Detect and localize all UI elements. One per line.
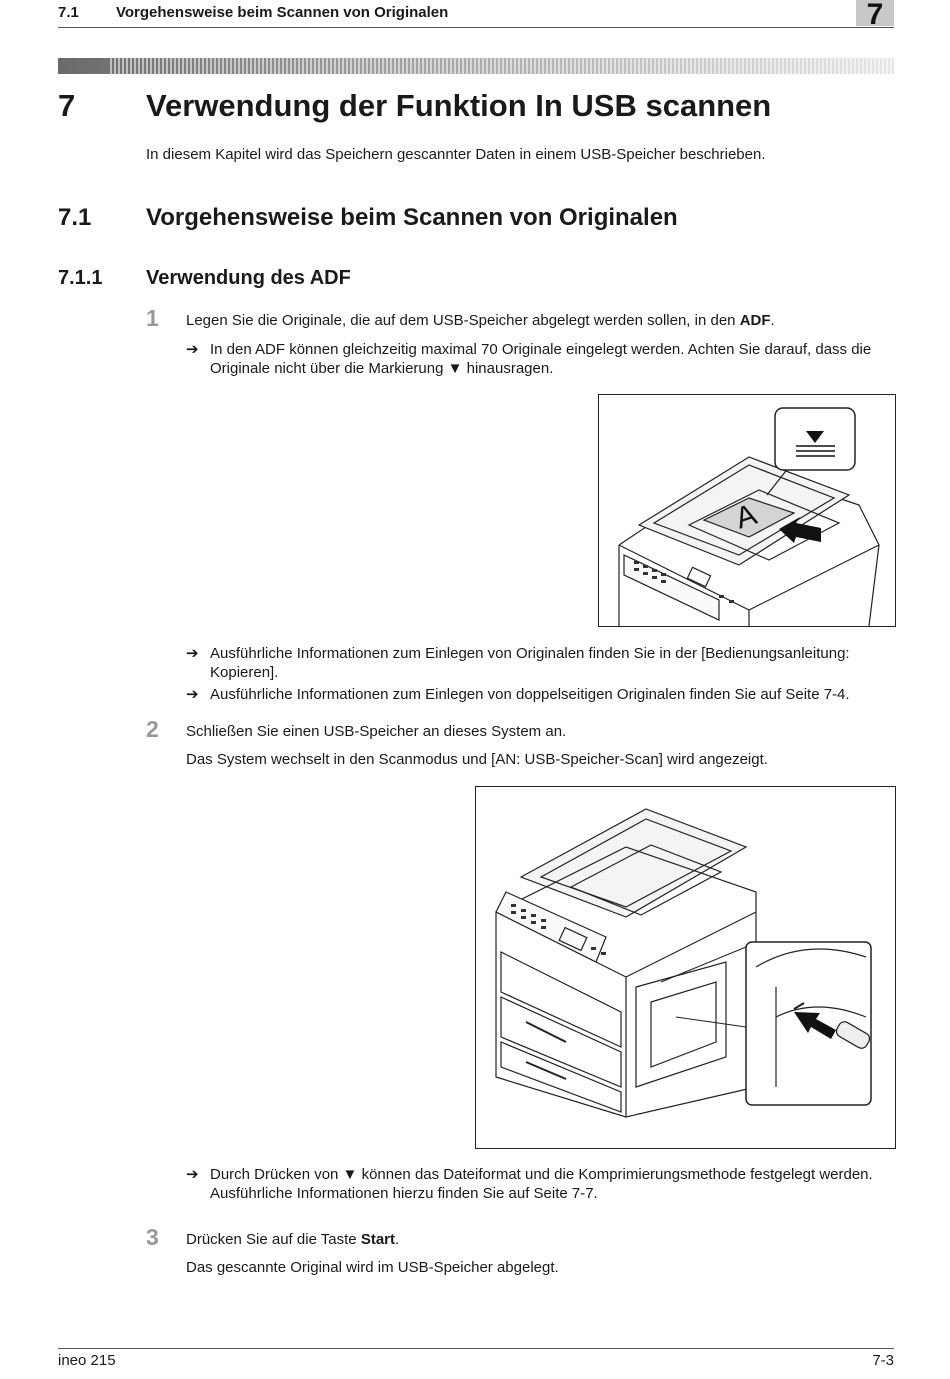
usb-insertion-illustration xyxy=(475,786,896,1149)
arrow-icon: ➔ xyxy=(186,645,199,662)
header-section-title: Vorgehensweise beim Scannen von Originalen xyxy=(116,4,449,21)
subsection-number: 7.1.1 xyxy=(58,267,103,289)
step-2-note-file-format: Durch Drücken von ▼ können das Dateiformat und die Komprimierungsmethode festgelegt werden. Ausführliche Informationen hierzu finden Sie auf Seite 7-7. xyxy=(210,1166,873,1202)
chapter-tab-number: 7 xyxy=(866,0,884,31)
step-3-result: Das gescannte Original wird im USB-Speicher abgelegt. xyxy=(186,1259,559,1276)
svg-text:A: A xyxy=(731,497,761,536)
header-section-number: 7.1 xyxy=(58,4,79,21)
header-rule xyxy=(58,27,894,28)
step-3-text: Drücken Sie auf die Taste Start. xyxy=(186,1231,400,1248)
step-1-number: 1 xyxy=(146,305,159,331)
footer-model: ineo 215 xyxy=(58,1352,116,1369)
adf-bold-label: ADF xyxy=(739,312,771,329)
step-2-result: Das System wechselt in den Scanmodus und [AN: USB-Speicher-Scan] wird angezeigt. xyxy=(186,751,768,768)
section-number: 7.1 xyxy=(58,204,92,231)
step-3-number: 3 xyxy=(146,1224,159,1250)
step-1-note-duplex-reference: Ausführliche Informationen zum Einlegen von doppelseitigen Originalen finden Sie auf Seite 7-4. xyxy=(210,686,850,703)
decorative-stripe-band xyxy=(58,58,894,74)
chapter-title: Verwendung der Funktion In USB scannen xyxy=(146,88,772,123)
section-title: Vorgehensweise beim Scannen von Originalen xyxy=(146,204,678,231)
step-1-text: Legen Sie die Originale, die auf dem USB-Speicher abgelegt werden sollen, in den ADF. xyxy=(186,312,775,329)
step-2-number: 2 xyxy=(146,716,159,742)
step-1-note-capacity: In den ADF können gleichzeitig maximal 70 Originale eingelegt werden. Achten Sie darauf, dass die Originale nicht über die Markierung ▼ hinausragen. xyxy=(210,341,872,377)
arrow-icon: ➔ xyxy=(186,1166,199,1183)
start-key-bold-label: Start xyxy=(360,1231,396,1248)
arrow-icon: ➔ xyxy=(186,686,199,703)
chapter-intro: In diesem Kapitel wird das Speichern gescannter Daten in einem USB-Speicher beschrieben. xyxy=(146,146,766,163)
footer-page-number: 7-3 xyxy=(872,1352,894,1369)
subsection-title: Verwendung des ADF xyxy=(146,267,351,289)
chapter-number: 7 xyxy=(58,88,76,123)
adf-loading-illustration xyxy=(598,394,896,627)
step-2-text: Schließen Sie einen USB-Speicher an dieses System an. xyxy=(186,723,567,740)
step-1-note-manual-reference: Ausführliche Informationen zum Einlegen von Originalen finden Sie in der [Bedienungsanleitung: Kopieren]. xyxy=(210,645,850,681)
arrow-icon: ➔ xyxy=(186,341,199,358)
footer-rule xyxy=(58,1348,894,1349)
